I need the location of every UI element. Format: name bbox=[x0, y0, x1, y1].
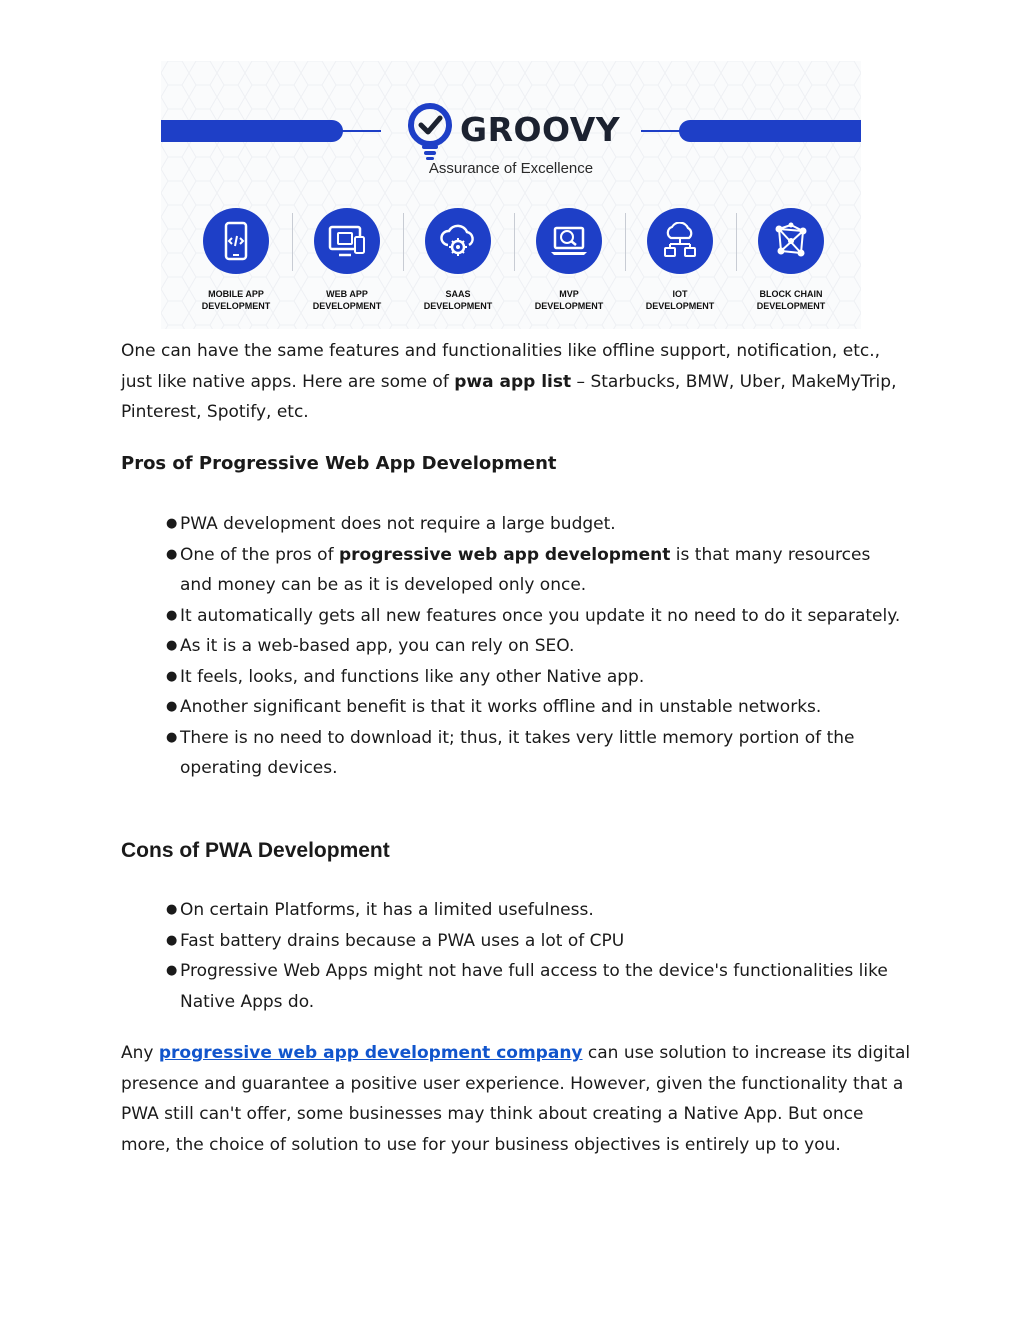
list-item bbox=[166, 509, 906, 540]
service-icon-badge bbox=[203, 208, 269, 274]
closing-text-cont: can use solution to increase its digital presence and guarantee a positive user experience. However, given the functionality that a PWA still can't offer, some businesses may think about creating a Native App. But once more, the choice of solution to use for your business objectives is entirely up to you. bbox=[121, 1043, 911, 1155]
blockchain-network-icon bbox=[771, 221, 811, 261]
list-item bbox=[166, 692, 906, 723]
service-icon-badge bbox=[425, 208, 491, 274]
service-mobile-app bbox=[181, 205, 291, 312]
list-item-text: It feels, looks, and functions like any other Native app. bbox=[180, 666, 645, 687]
bullet-icon: ● bbox=[166, 607, 178, 623]
cloud-network-icon bbox=[660, 222, 700, 260]
service-label-line2: DEVELOPMENT bbox=[756, 301, 826, 311]
list-item-text: It automatically gets all new features once you update it no need to do it separately. bbox=[180, 605, 901, 626]
service-mvp bbox=[514, 205, 624, 312]
list-item bbox=[166, 540, 906, 601]
list-item-text-cont: is that many resources and money can be as it is developed only once. bbox=[180, 544, 871, 595]
service-icon-badge bbox=[536, 208, 602, 274]
bullet-icon: ● bbox=[166, 963, 178, 978]
pros-heading: Pros of Progressive Web App Development bbox=[121, 453, 557, 474]
closing-text: Any bbox=[121, 1043, 159, 1063]
service-web-app bbox=[292, 205, 402, 312]
lightbulb-check-icon bbox=[407, 103, 453, 161]
list-item-text: Progressive Web Apps might not have full access to the device's functionalities like Native Apps do. bbox=[180, 961, 888, 1012]
bullet-icon: ● bbox=[166, 902, 178, 917]
cons-heading: Cons of PWA Development bbox=[121, 839, 390, 862]
service-icon-badge bbox=[314, 208, 380, 274]
service-label-line2: DEVELOPMENT bbox=[645, 301, 715, 311]
list-item bbox=[166, 631, 906, 662]
cloud-gear-icon bbox=[438, 223, 478, 259]
cons-list bbox=[166, 895, 906, 1017]
service-label-line1: BLOCK CHAIN bbox=[759, 289, 823, 299]
service-label-line2: DEVELOPMENT bbox=[201, 301, 271, 311]
service-label-line2: DEVELOPMENT bbox=[312, 301, 382, 311]
intro-paragraph bbox=[121, 336, 911, 428]
logo-row bbox=[161, 87, 861, 149]
brand-name: GROOVY bbox=[460, 109, 621, 149]
service-icon-badge bbox=[758, 208, 824, 274]
service-saas bbox=[403, 205, 513, 312]
pros-list bbox=[166, 509, 906, 784]
service-label-line1: MVP bbox=[559, 289, 579, 299]
service-label bbox=[181, 288, 291, 312]
service-label-line1: SAAS bbox=[445, 289, 471, 299]
bullet-icon: ● bbox=[166, 638, 178, 653]
pwa-development-keyword: progressive web app development bbox=[338, 544, 671, 565]
bullet-icon: ● bbox=[166, 729, 178, 745]
intro-text-cont: – Starbucks, BMW, Uber, MakeMyTrip, Pinterest, Spotify, etc. bbox=[121, 371, 897, 422]
bullet-icon: ● bbox=[166, 668, 178, 684]
list-item-text: Fast battery drains because a PWA uses a lot of CPU bbox=[180, 930, 625, 951]
list-item-text: There is no need to download it; thus, it takes very little memory portion of the operating devices. bbox=[180, 727, 855, 778]
list-item bbox=[166, 662, 906, 693]
list-item bbox=[166, 926, 906, 957]
list-item bbox=[166, 895, 906, 926]
list-item bbox=[166, 723, 906, 784]
service-blockchain bbox=[736, 205, 846, 312]
intro-text: One can have the same features and functionalities like offline support, notification, etc., just like native apps. Here are some of bbox=[121, 341, 881, 392]
right-accent-line bbox=[641, 130, 681, 132]
service-label-line2: DEVELOPMENT bbox=[423, 301, 493, 311]
list-item-text: PWA development does not require a large budget. bbox=[180, 514, 616, 534]
service-label bbox=[403, 288, 513, 312]
service-label-line2: DEVELOPMENT bbox=[534, 301, 604, 311]
bullet-icon: ● bbox=[166, 516, 178, 531]
bullet-icon: ● bbox=[166, 546, 178, 562]
right-accent-bar bbox=[679, 120, 861, 142]
list-item bbox=[166, 956, 906, 1017]
bullet-icon: ● bbox=[166, 699, 178, 714]
list-item-text: As it is a web-based app, you can rely on SEO. bbox=[180, 636, 575, 656]
service-iot bbox=[625, 205, 735, 312]
mvp-laptop-icon bbox=[549, 223, 589, 259]
services-row bbox=[181, 205, 845, 317]
service-label bbox=[514, 288, 624, 312]
service-label-line1: MOBILE APP bbox=[208, 289, 264, 299]
service-label-line1: WEB APP bbox=[326, 289, 368, 299]
left-accent-line bbox=[341, 130, 381, 132]
left-accent-bar bbox=[161, 120, 343, 142]
service-label bbox=[292, 288, 402, 312]
banner-tagline: Assurance of Excellence bbox=[428, 160, 594, 177]
closing-paragraph bbox=[121, 1038, 911, 1160]
service-label bbox=[625, 288, 735, 312]
service-label-line1: IOT bbox=[672, 289, 688, 299]
list-item-text: Another significant benefit is that it works offline and in unstable networks. bbox=[180, 697, 822, 717]
groovy-logo bbox=[407, 103, 620, 161]
list-item-text: One of the pros of bbox=[180, 544, 339, 565]
monitor-devices-icon bbox=[327, 223, 367, 259]
pwa-app-list-keyword: pwa app list bbox=[454, 371, 572, 392]
mobile-code-icon bbox=[218, 221, 254, 261]
list-item bbox=[166, 601, 906, 632]
list-item-text: On certain Platforms, it has a limited usefulness. bbox=[180, 900, 594, 920]
pwa-company-link[interactable]: progressive web app development company bbox=[158, 1043, 583, 1063]
bullet-icon: ● bbox=[166, 932, 178, 948]
groovy-banner bbox=[161, 61, 861, 329]
service-icon-badge bbox=[647, 208, 713, 274]
service-label bbox=[736, 288, 846, 312]
